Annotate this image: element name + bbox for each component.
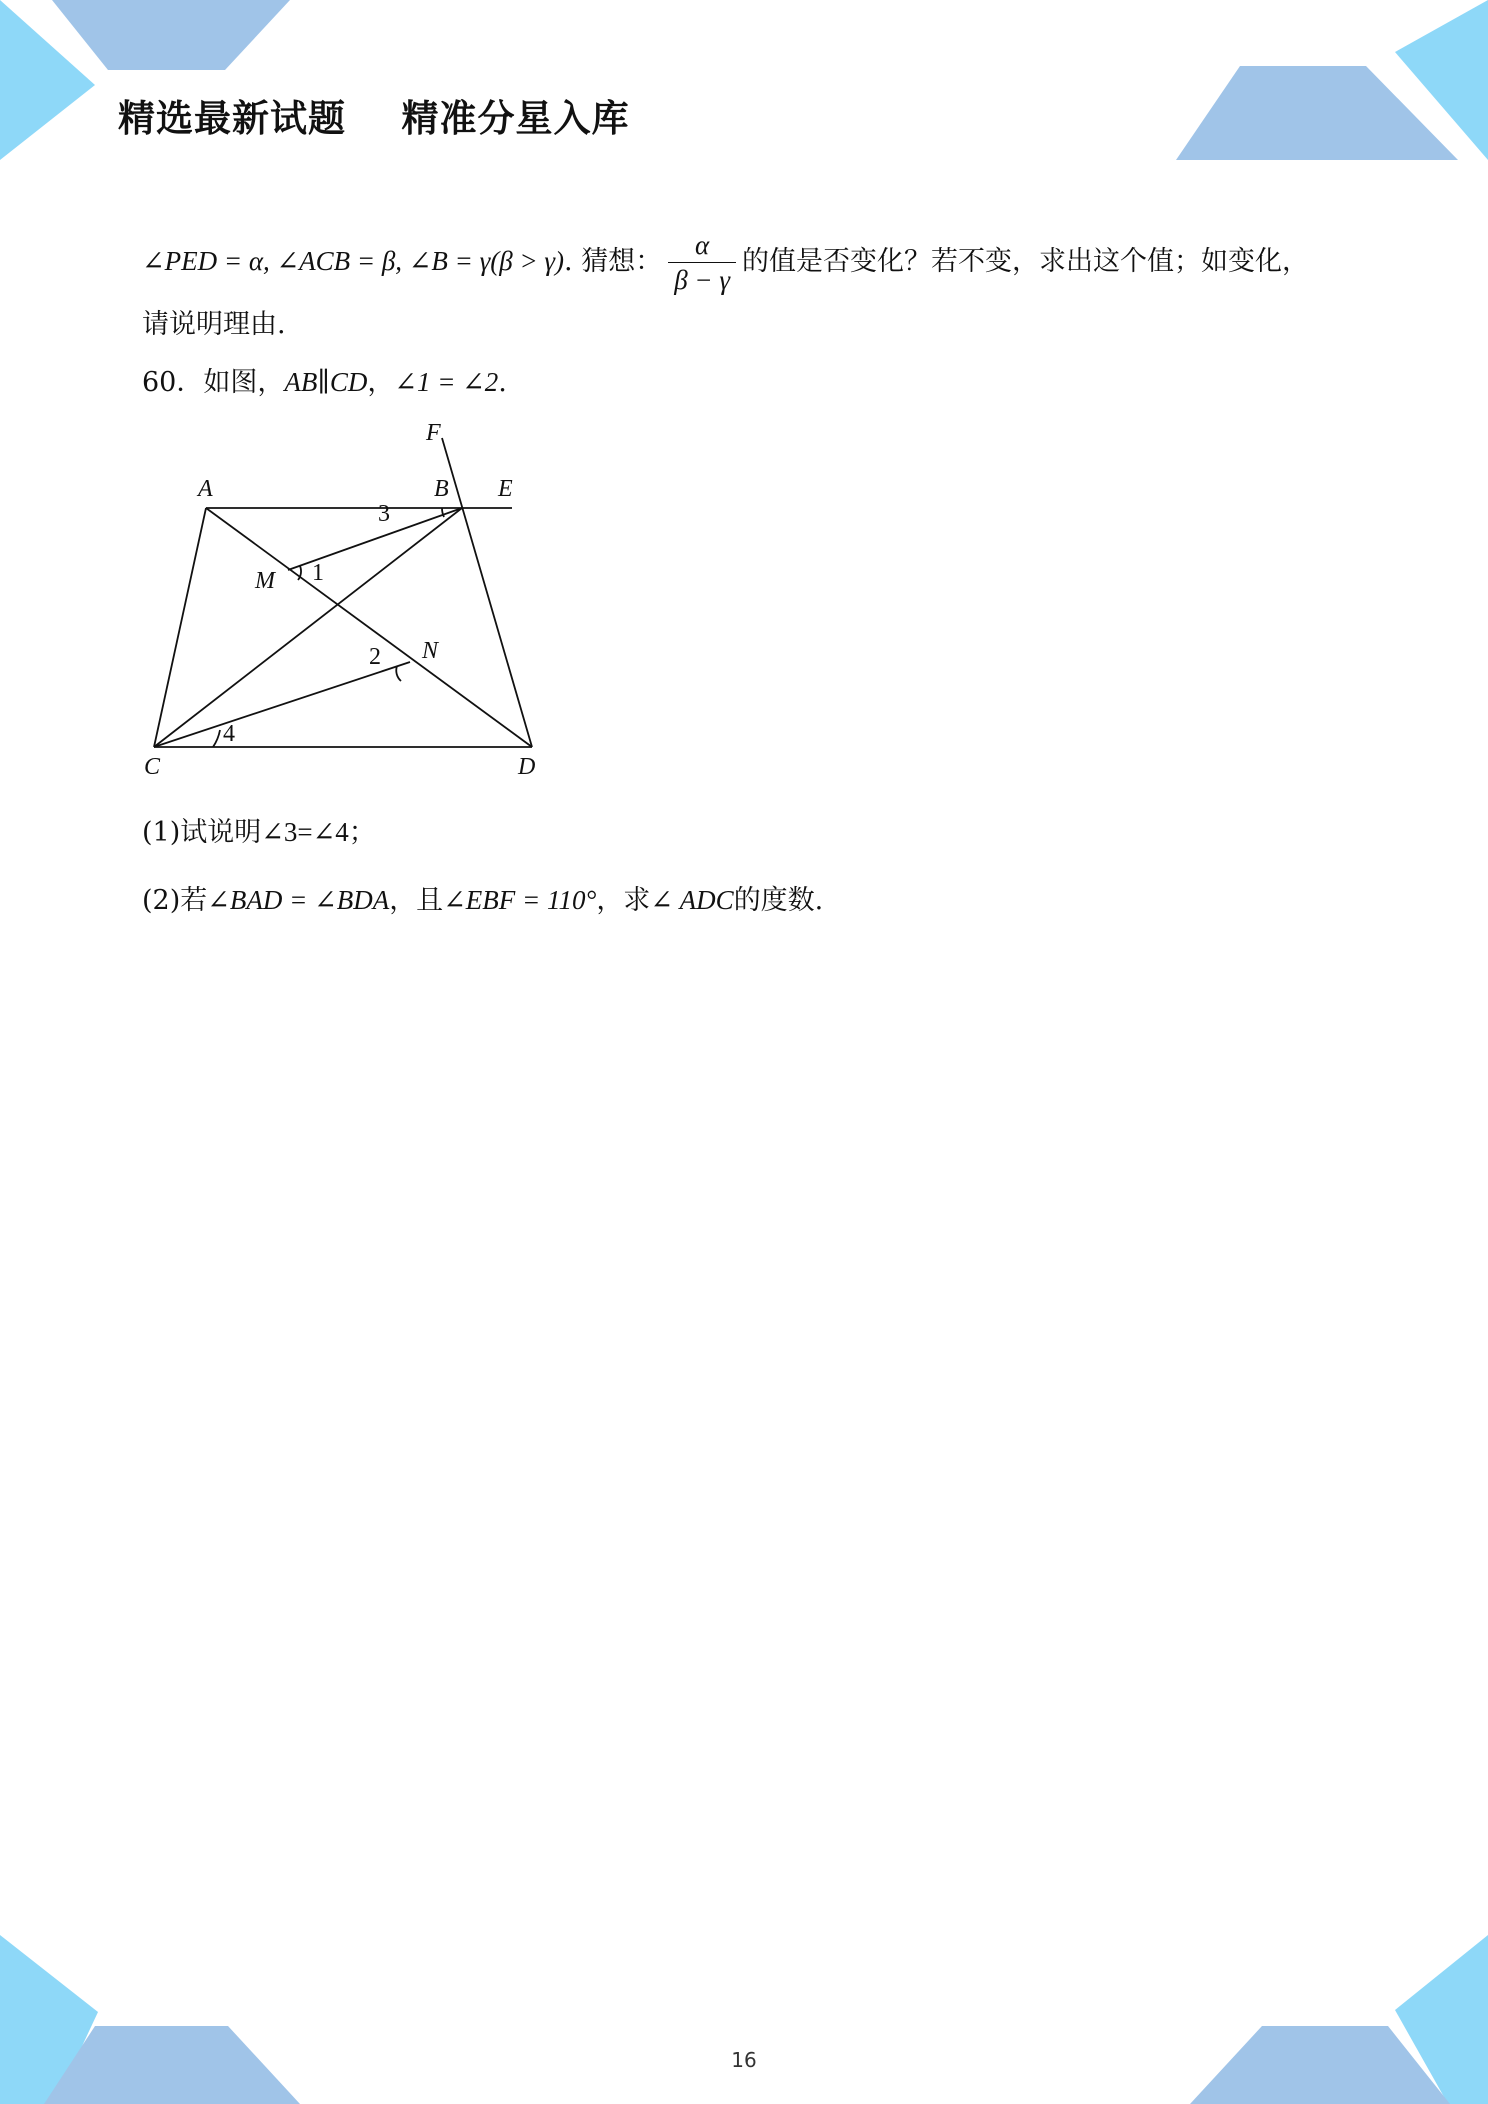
- geometry-figure: [140, 420, 560, 785]
- label-angle-4: 4: [223, 721, 235, 747]
- label-angle-2: 2: [369, 644, 381, 670]
- corner-triangle-bottom-right: [1395, 1935, 1488, 2104]
- given-angles: ∠1 = ∠2: [394, 367, 499, 397]
- corner-triangle-top-left: [0, 0, 95, 160]
- label-M: M: [255, 568, 275, 594]
- corner-trapezoid-top-left: [52, 0, 290, 70]
- part-2-math-1: ∠BAD = ∠BDA: [207, 885, 390, 915]
- part-2-math-3: ∠ ADC: [650, 885, 734, 915]
- prev-question: 的值是否变化？若不变，求出这个值；如变化，: [742, 246, 1310, 277]
- label-B: B: [434, 476, 449, 502]
- part-1-math: ∠3=∠4: [261, 817, 349, 847]
- segment-AD: [206, 508, 532, 747]
- statement-end: .: [498, 367, 507, 398]
- prev-problem-line-1: [142, 228, 1309, 297]
- part-2-mid: ，且: [389, 885, 444, 916]
- segment-AC: [154, 508, 206, 747]
- header-title: 精选最新试题 精准分星入库: [118, 97, 630, 140]
- corner-triangle-top-right: [1395, 0, 1488, 160]
- segment-BC: [154, 508, 462, 747]
- label-E: E: [498, 476, 513, 502]
- label-F: F: [426, 420, 441, 446]
- problem-60-statement: [142, 360, 507, 399]
- label-angle-3: 3: [378, 501, 390, 527]
- problem-number: 60．如图，: [142, 367, 285, 398]
- prev-condition-math: ∠PED = α, ∠ACB = β, ∠B = γ(β > γ): [142, 246, 565, 276]
- corner-triangle-bottom-left: [0, 1935, 98, 2104]
- segment-CN: [154, 662, 410, 747]
- angle-arc-4: [213, 730, 220, 747]
- label-A: A: [198, 476, 213, 502]
- label-angle-1: 1: [312, 560, 324, 586]
- corner-trapezoid-top-right: [1176, 66, 1458, 160]
- fraction-numerator: α: [668, 228, 736, 263]
- given-parallel: AB∥CD: [284, 367, 368, 397]
- ratio-fraction: [668, 228, 736, 297]
- label-C: C: [144, 754, 161, 780]
- label-D: D: [518, 754, 536, 780]
- part-2-mid-2: ，求: [596, 885, 651, 916]
- part-2: [142, 878, 823, 917]
- label-N: N: [422, 638, 439, 664]
- angle-arc-2: [396, 666, 401, 681]
- part-1: [142, 810, 376, 849]
- given-separator: ，: [367, 367, 395, 398]
- part-2-math-2: ∠EBF = 110°: [443, 885, 597, 915]
- page-number: 16: [731, 2048, 757, 2072]
- prev-condition-tail: . 猜想：: [564, 246, 663, 277]
- prev-problem-line-2: 请说明理由.: [142, 309, 286, 340]
- part-2-end: 的度数.: [733, 885, 824, 916]
- segment-FD: [442, 438, 532, 747]
- part-2-prefix: (2)若: [142, 885, 208, 916]
- fraction-denominator: β − γ: [674, 265, 731, 295]
- part-1-end: ；: [348, 817, 376, 848]
- part-1-prefix: (1)试说明: [142, 817, 262, 848]
